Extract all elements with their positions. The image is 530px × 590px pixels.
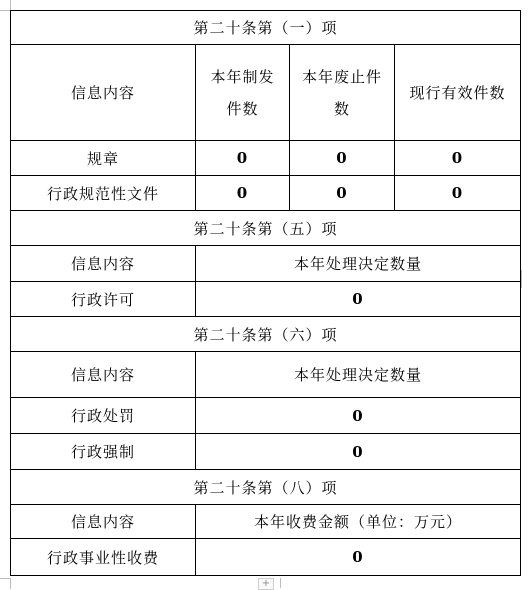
header-row <box>11 505 521 539</box>
row-label: 行政许可 <box>11 282 196 317</box>
table-row <box>11 434 521 470</box>
section-1-title: 第二十条第（一）项 <box>11 11 521 45</box>
header-row <box>11 246 521 282</box>
header-row <box>11 45 521 141</box>
header-abolished-count: 本年废止件数 <box>290 45 395 141</box>
header-info-content: 信息内容 <box>11 505 196 539</box>
header-info-content: 信息内容 <box>11 45 196 141</box>
corner-crop-mark <box>0 578 11 589</box>
row-new-value: 0 <box>196 141 290 176</box>
header-fee-amount: 本年收费金额（单位：万元） <box>196 505 521 539</box>
section-6-title: 第二十条第（六）项 <box>11 317 521 352</box>
row-label: 行政事业性收费 <box>11 539 196 576</box>
section-title-row <box>11 317 521 352</box>
margin-mark <box>521 270 530 288</box>
row-label: 规章 <box>11 141 196 176</box>
table-row <box>11 539 521 576</box>
section-5-title: 第二十条第（五）项 <box>11 211 521 246</box>
header-new-count: 本年制发件数 <box>196 45 290 141</box>
row-value: 0 <box>196 434 521 470</box>
disclosure-table <box>10 10 521 576</box>
row-abolished-value: 0 <box>290 176 395 211</box>
section-8-title: 第二十条第（八）项 <box>11 470 521 505</box>
table-row <box>11 176 521 211</box>
row-value: 0 <box>196 398 521 434</box>
section-title-row <box>11 470 521 505</box>
row-value: 0 <box>196 539 521 576</box>
table-row <box>11 398 521 434</box>
row-label: 行政处罚 <box>11 398 196 434</box>
table-move-handle[interactable]: + <box>258 578 274 590</box>
row-current-value: 0 <box>395 141 521 176</box>
header-current-count: 现行有效件数 <box>395 45 521 141</box>
header-decision-count: 本年处理决定数量 <box>196 352 521 398</box>
row-value: 0 <box>196 282 521 317</box>
row-current-value: 0 <box>395 176 521 211</box>
row-abolished-value: 0 <box>290 141 395 176</box>
table-row <box>11 141 521 176</box>
header-row <box>11 352 521 398</box>
table-row <box>11 282 521 317</box>
header-decision-count: 本年处理决定数量 <box>196 246 521 282</box>
row-label: 行政规范性文件 <box>11 176 196 211</box>
section-title-row <box>11 11 521 45</box>
row-label: 行政强制 <box>11 434 196 470</box>
row-new-value: 0 <box>196 176 290 211</box>
column-divider-mark <box>280 578 281 588</box>
section-title-row <box>11 211 521 246</box>
header-info-content: 信息内容 <box>11 246 196 282</box>
header-info-content: 信息内容 <box>11 352 196 398</box>
